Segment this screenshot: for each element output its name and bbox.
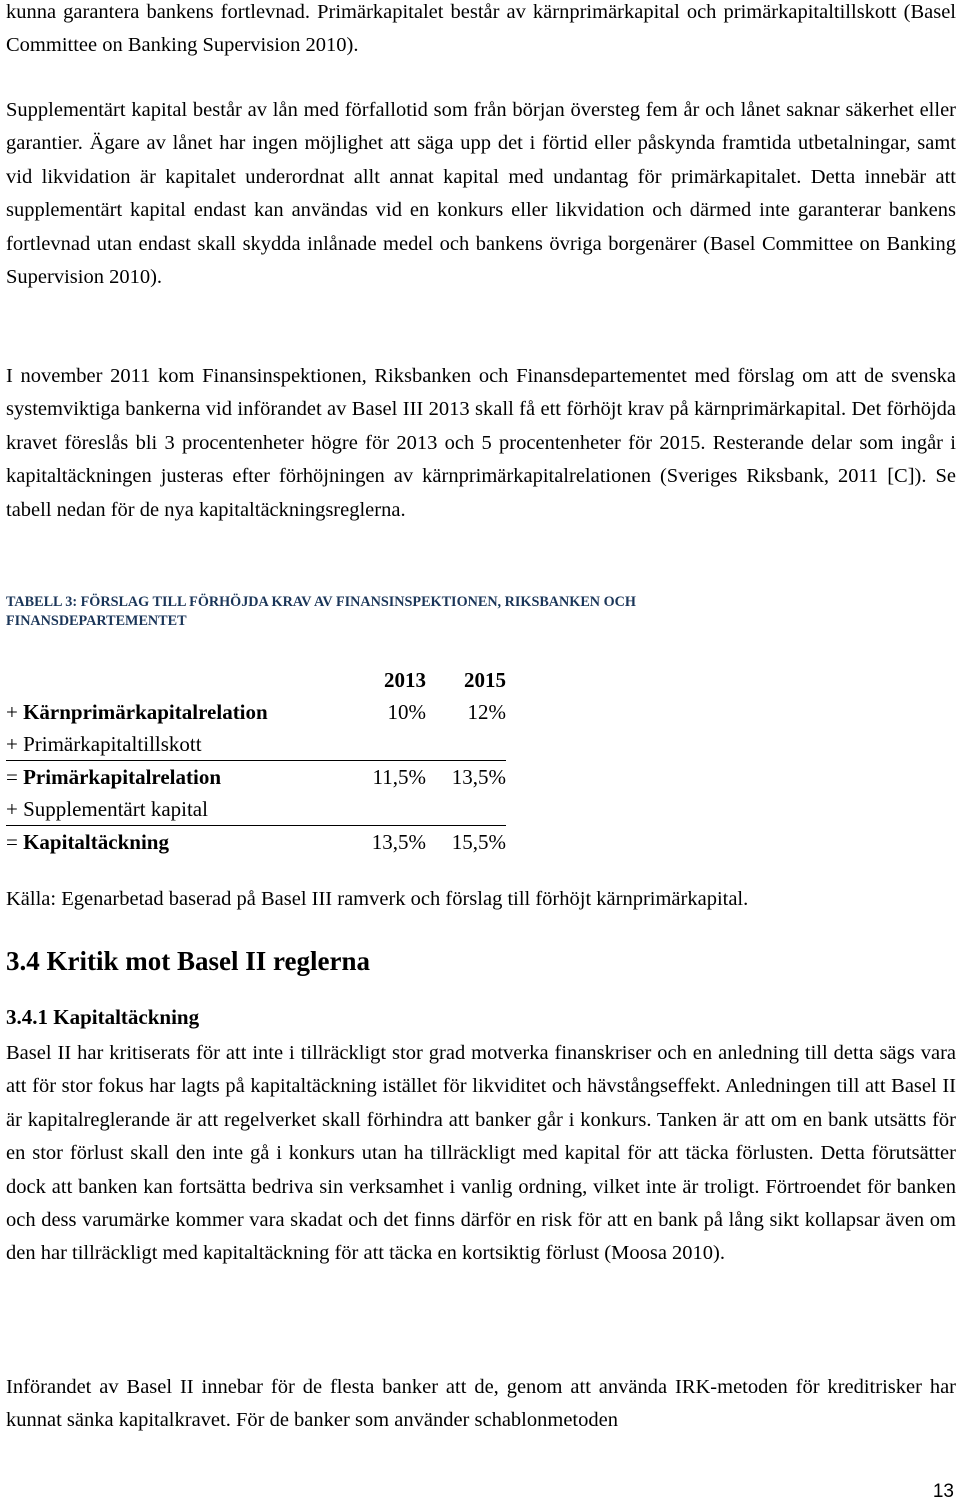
row-operator: + [6, 700, 18, 724]
cell-2015 [426, 793, 506, 826]
cell-2013: 10% [387, 700, 426, 724]
cell-2015: 12% [467, 700, 506, 724]
row-label-text: Primärkapitaltillskott [23, 732, 202, 756]
row-label [6, 793, 336, 826]
page-number: 13 [932, 1481, 954, 1502]
table-row [6, 826, 506, 859]
row-label [6, 761, 336, 794]
paragraph-supplementary-capital: Supplementärt kapital består av lån med förfallotid som från början översteg fem år och lånet saknar säkerhet eller garantier. Ägare av lånet har ingen möjlighet att säga upp det i förtid eller påskynda framtida utbetalningar, samt vid likvidation är kapitalet underordnat allt annat kapital med undantag för primärkapitalet. Detta innebär att supplementärt kapital endast kan användas vid en konkurs eller likvidation och därmed inte garanterar bankens fortlevnad utan endast skall skydda inlånade medel och bankens övriga borgenärer (Basel Committee on Banking Supervision 2010). [6, 99, 956, 289]
cell-2013 [336, 793, 426, 826]
table-caption-line-2: FINANSDEPARTEMENTET [6, 613, 187, 629]
table-row [6, 728, 506, 761]
row-operator: = [6, 830, 18, 854]
table-caption [6, 593, 956, 631]
column-header-2013: 2013 [384, 668, 426, 692]
subsection-heading: 3.4.1 Kapitaltäckning [6, 1005, 200, 1029]
table-row [6, 761, 506, 794]
cell-2013: 13,5% [371, 830, 426, 854]
paragraph-primary-capital: kunna garantera bankens fortlevnad. Primärkapitalet består av kärnprimärkapital och primärkapitaltillskott (Basel Committee on Banking Supervision 2010). [6, 1, 956, 57]
cell-2015: 15,5% [451, 830, 506, 854]
cell-2015: 13,5% [451, 765, 506, 789]
row-label-text: Primärkapitalrelation [23, 765, 222, 789]
row-label-text: Kärnprimärkapitalrelation [23, 700, 268, 724]
table-header-row [6, 664, 506, 696]
paragraph-irk-method: Införandet av Basel II innebar för de flesta banker att de, genom att använda IRK-metoden för kreditrisker har kunnat sänka kapitalkravet. För de banker som använder schablonmetoden [6, 1376, 956, 1432]
row-operator: + [6, 732, 18, 756]
cell-2013: 11,5% [372, 765, 426, 789]
paragraph-november-2011: I november 2011 kom Finansinspektionen, Riksbanken och Finansdepartementet med förslag om att de svenska systemviktiga bankerna vid införandet av Basel III 2013 skall få ett förhöjt krav på kärnprimärkapital. Det förhöjda kravet föreslås bli 3 procentenheter högre för 2013 och 5 procentenheter för 2015. Resterande delar som ingår i kapitaltäckningen justeras efter förhöjningen av kärnprimärkapitalrelationen (Sveriges Riksbank, 2011 [C]). Se tabell nedan för de nya kapitaltäckningsreglerna. [6, 365, 956, 521]
column-header-2015: 2015 [464, 668, 506, 692]
row-label [6, 728, 336, 761]
row-operator: + [6, 797, 18, 821]
paragraph-basel-ii-criticism: Basel II har kritiserats för att inte i tillräckligt stor grad motverka finanskriser och en anledning till detta sägs vara att för stor fokus har lagts på kapitaltäckning istället för likviditet och hävstångseffekt. Anledningen till att Basel II är kapitalreglerande är att regelverket skall förhindra att banker går i konkurs. Tanken är att om en bank utsätts för en stor förlust skall den inte gå i konkurs utan ha tillräckligt med kapital för att täcka förlusten. Detta förutsätter dock att banken kan fortsätta bedriva sin verksamhet i vanlig ordning, vilket inte är troligt. Förtroendet för banken och dess varumärke kommer vara skadat och det finns därför en risk för att en bank på lång sikt kollapsar även om den har tillräckligt med kapitaltäckning för att täcka en kortsiktig förlust (Moosa 2010). [6, 1042, 956, 1265]
table-row [6, 793, 506, 826]
table-row [6, 696, 506, 728]
table-caption-line-1: TABELL 3: FÖRSLAG TILL FÖRHÖJDA KRAV AV FINANSINSPEKTIONEN, RIKSBANKEN OCH [6, 594, 636, 610]
table-source: Källa: Egenarbetad baserad på Basel III ramverk och förslag till förhöjt kärnprimärkapital. [6, 888, 749, 910]
cell-2015 [426, 728, 506, 761]
row-label-text: Kapitaltäckning [23, 830, 169, 854]
row-label [6, 696, 336, 728]
capital-requirements-table [6, 664, 506, 858]
cell-2013 [336, 728, 426, 761]
table-header-empty [6, 664, 336, 696]
row-label [6, 826, 336, 859]
section-heading: 3.4 Kritik mot Basel II reglerna [6, 946, 370, 976]
row-label-text: Supplementärt kapital [23, 797, 208, 821]
row-operator: = [6, 765, 18, 789]
